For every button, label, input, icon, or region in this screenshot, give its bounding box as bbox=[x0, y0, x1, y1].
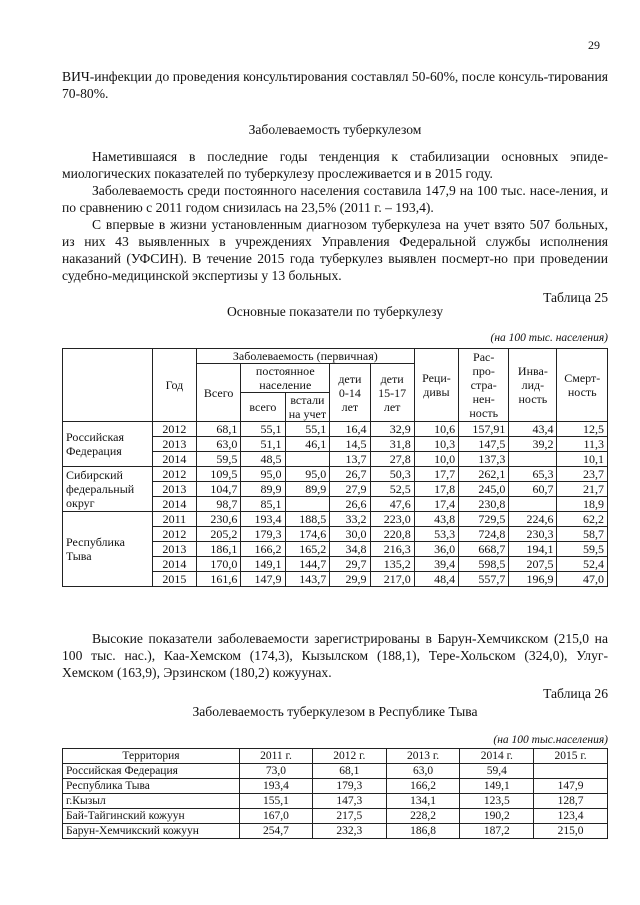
value-cell: 205,2 bbox=[196, 527, 240, 542]
value-cell: 60,7 bbox=[509, 482, 557, 497]
value-cell: 52,5 bbox=[370, 482, 414, 497]
value-cell: 50,3 bbox=[370, 467, 414, 482]
value-cell: 128,7 bbox=[534, 794, 608, 809]
value-cell: 48,5 bbox=[241, 452, 285, 467]
value-cell: 104,7 bbox=[196, 482, 240, 497]
value-cell: 89,9 bbox=[285, 482, 330, 497]
value-cell: 165,2 bbox=[285, 542, 330, 557]
header-year: Год bbox=[152, 349, 196, 422]
value-cell: 11,3 bbox=[557, 437, 608, 452]
header-teens: дети 15-17 лет bbox=[370, 364, 414, 422]
paragraph: Заболеваемость среди постоянного населения составила 147,9 на 100 тыс. насе-ления, и по сравнению с 2011 годом снизилась на 23,5% (2011 г. – 193,4). bbox=[62, 183, 608, 215]
header-prevalence: Рас-про-стра-нен-ность bbox=[459, 349, 509, 422]
year-cell: 2012 bbox=[152, 422, 196, 437]
value-cell: 215,0 bbox=[534, 824, 608, 839]
value-cell: 27,9 bbox=[330, 482, 370, 497]
page-number: 29 bbox=[588, 38, 600, 52]
value-cell: 43,8 bbox=[414, 512, 458, 527]
header-year-col: 2015 г. bbox=[534, 749, 608, 764]
value-cell: 36,0 bbox=[414, 542, 458, 557]
value-cell: 254,7 bbox=[240, 824, 313, 839]
value-cell: 174,6 bbox=[285, 527, 330, 542]
value-cell: 217,5 bbox=[312, 809, 386, 824]
header-incidence: Заболеваемость (первичная) bbox=[196, 349, 414, 364]
header-mortality: Смерт-ность bbox=[557, 349, 608, 422]
value-cell: 729,5 bbox=[459, 512, 509, 527]
table2-label: Таблица 26 bbox=[543, 686, 608, 701]
region-label: Российская Федерация bbox=[63, 422, 153, 467]
value-cell: 17,8 bbox=[414, 482, 458, 497]
value-cell: 134,1 bbox=[386, 794, 460, 809]
value-cell: 190,2 bbox=[460, 809, 534, 824]
value-cell: 34,8 bbox=[330, 542, 370, 557]
value-cell: 188,5 bbox=[285, 512, 330, 527]
table-row bbox=[63, 467, 608, 482]
table2-unit: (на 100 тыс.населения) bbox=[493, 734, 608, 746]
value-cell: 161,6 bbox=[196, 572, 240, 587]
value-cell: 59,4 bbox=[460, 764, 534, 779]
year-cell: 2011 bbox=[152, 512, 196, 527]
value-cell: 59,5 bbox=[557, 542, 608, 557]
table-row bbox=[63, 824, 608, 839]
value-cell: 157,91 bbox=[459, 422, 509, 437]
territory-cell: Российская Федерация bbox=[63, 764, 240, 779]
value-cell: 10,1 bbox=[557, 452, 608, 467]
mid-text: Высокие показатели заболеваемости зарегистрированы в Барун-Хемчикском (215,0 на 100 тыс. нас.), Каа-Хемском (174,3), Кызылском (188,1), Тере-Хольском (324,0), Улуг-Хемском (163,9), Эрзинском (180,2) кожуунах. bbox=[62, 631, 608, 680]
header-children: дети 0-14 лет bbox=[330, 364, 370, 422]
year-cell: 2012 bbox=[152, 467, 196, 482]
value-cell: 147,5 bbox=[459, 437, 509, 452]
table1-title: Основные показатели по туберкулезу bbox=[226, 304, 444, 319]
value-cell: 123,4 bbox=[534, 809, 608, 824]
header-permanent: постоянное население bbox=[241, 364, 330, 393]
value-cell: 58,7 bbox=[557, 527, 608, 542]
table-row bbox=[63, 764, 608, 779]
value-cell: 95,0 bbox=[285, 467, 330, 482]
value-cell: 224,6 bbox=[509, 512, 557, 527]
table-row bbox=[63, 512, 608, 527]
value-cell: 46,1 bbox=[285, 437, 330, 452]
value-cell: 109,5 bbox=[196, 467, 240, 482]
value-cell: 18,9 bbox=[557, 497, 608, 512]
value-cell: 29,9 bbox=[330, 572, 370, 587]
table2-title: Заболеваемость туберкулезом в Республике Тыва bbox=[192, 704, 478, 719]
header-territory: Территория bbox=[63, 749, 240, 764]
value-cell: 14,5 bbox=[330, 437, 370, 452]
value-cell: 10,0 bbox=[414, 452, 458, 467]
value-cell: 51,1 bbox=[241, 437, 285, 452]
value-cell: 62,2 bbox=[557, 512, 608, 527]
value-cell bbox=[285, 497, 330, 512]
value-cell: 245,0 bbox=[459, 482, 509, 497]
value-cell: 223,0 bbox=[370, 512, 414, 527]
table1-unit: (на 100 тыс. населения) bbox=[490, 332, 608, 344]
intro-text: ВИЧ-инфекции до проведения консультирования составлял 50-60%, после консуль-тирования 70-80%. bbox=[62, 69, 608, 101]
value-cell bbox=[285, 452, 330, 467]
value-cell: 220,8 bbox=[370, 527, 414, 542]
value-cell: 68,1 bbox=[196, 422, 240, 437]
value-cell: 27,8 bbox=[370, 452, 414, 467]
tuberculosis-indicators-table bbox=[62, 348, 608, 587]
region-label: Сибирский федеральный округ bbox=[63, 467, 153, 512]
value-cell: 166,2 bbox=[386, 779, 460, 794]
value-cell: 89,9 bbox=[241, 482, 285, 497]
value-cell: 228,2 bbox=[386, 809, 460, 824]
value-cell: 193,4 bbox=[240, 779, 313, 794]
header-registered: встали на учет bbox=[285, 393, 330, 422]
value-cell: 63,0 bbox=[196, 437, 240, 452]
value-cell: 29,7 bbox=[330, 557, 370, 572]
header-year-col: 2013 г. bbox=[386, 749, 460, 764]
value-cell: 147,9 bbox=[534, 779, 608, 794]
value-cell: 26,7 bbox=[330, 467, 370, 482]
territory-cell: Барун-Хемчикский кожуун bbox=[63, 824, 240, 839]
year-cell: 2014 bbox=[152, 497, 196, 512]
value-cell: 17,4 bbox=[414, 497, 458, 512]
value-cell: 186,1 bbox=[196, 542, 240, 557]
value-cell: 724,8 bbox=[459, 527, 509, 542]
value-cell: 30,0 bbox=[330, 527, 370, 542]
value-cell: 85,1 bbox=[241, 497, 285, 512]
table-row bbox=[63, 422, 608, 437]
value-cell: 196,9 bbox=[509, 572, 557, 587]
value-cell: 186,8 bbox=[386, 824, 460, 839]
value-cell: 217,0 bbox=[370, 572, 414, 587]
table-row bbox=[63, 794, 608, 809]
value-cell: 179,3 bbox=[241, 527, 285, 542]
value-cell: 21,7 bbox=[557, 482, 608, 497]
value-cell: 73,0 bbox=[240, 764, 313, 779]
value-cell: 230,3 bbox=[509, 527, 557, 542]
value-cell: 166,2 bbox=[241, 542, 285, 557]
value-cell: 52,4 bbox=[557, 557, 608, 572]
region-label: Республика Тыва bbox=[63, 512, 153, 587]
value-cell: 16,4 bbox=[330, 422, 370, 437]
paragraph: С впервые в жизни установленным диагнозом туберкулеза на учет взято 507 больных, из них 43 выявленных в учреждениях Управления Федеральной службы исполнения наказаний (УФСИН). В течение 2015 года туберкулез выявлен посмерт-но при проведении судебно-медицинской экспертизы у 13 больных. bbox=[62, 217, 608, 283]
body-text bbox=[62, 148, 608, 284]
value-cell: 48,4 bbox=[414, 572, 458, 587]
value-cell: 668,7 bbox=[459, 542, 509, 557]
value-cell: 557,7 bbox=[459, 572, 509, 587]
value-cell: 47,6 bbox=[370, 497, 414, 512]
table-row bbox=[63, 809, 608, 824]
header-year-col: 2012 г. bbox=[312, 749, 386, 764]
value-cell: 43,4 bbox=[509, 422, 557, 437]
table1-label: Таблица 25 bbox=[543, 290, 608, 305]
section-title: Заболеваемость туберкулезом bbox=[248, 122, 422, 137]
value-cell bbox=[534, 764, 608, 779]
header-total: Всего bbox=[196, 364, 240, 422]
table-row bbox=[63, 779, 608, 794]
header-year-col: 2014 г. bbox=[460, 749, 534, 764]
value-cell: 53,3 bbox=[414, 527, 458, 542]
value-cell: 179,3 bbox=[312, 779, 386, 794]
value-cell: 216,3 bbox=[370, 542, 414, 557]
value-cell: 10,6 bbox=[414, 422, 458, 437]
header-relapses: Реци-дивы bbox=[414, 349, 458, 422]
value-cell bbox=[509, 452, 557, 467]
value-cell: 232,3 bbox=[312, 824, 386, 839]
value-cell: 147,9 bbox=[241, 572, 285, 587]
value-cell: 147,3 bbox=[312, 794, 386, 809]
value-cell: 17,7 bbox=[414, 467, 458, 482]
value-cell: 144,7 bbox=[285, 557, 330, 572]
value-cell: 170,0 bbox=[196, 557, 240, 572]
value-cell: 13,7 bbox=[330, 452, 370, 467]
value-cell: 55,1 bbox=[285, 422, 330, 437]
value-cell: 55,1 bbox=[241, 422, 285, 437]
value-cell: 155,1 bbox=[240, 794, 313, 809]
value-cell: 39,4 bbox=[414, 557, 458, 572]
value-cell: 47,0 bbox=[557, 572, 608, 587]
value-cell: 39,2 bbox=[509, 437, 557, 452]
value-cell: 149,1 bbox=[460, 779, 534, 794]
value-cell: 98,7 bbox=[196, 497, 240, 512]
year-cell: 2013 bbox=[152, 542, 196, 557]
year-cell: 2014 bbox=[152, 452, 196, 467]
value-cell: 65,3 bbox=[509, 467, 557, 482]
value-cell: 95,0 bbox=[241, 467, 285, 482]
value-cell: 68,1 bbox=[312, 764, 386, 779]
value-cell: 59,5 bbox=[196, 452, 240, 467]
header-perm-total: всего bbox=[241, 393, 285, 422]
value-cell: 26,6 bbox=[330, 497, 370, 512]
value-cell: 149,1 bbox=[241, 557, 285, 572]
value-cell: 143,7 bbox=[285, 572, 330, 587]
value-cell: 23,7 bbox=[557, 467, 608, 482]
territory-cell: г.Кызыл bbox=[63, 794, 240, 809]
year-cell: 2013 bbox=[152, 437, 196, 452]
value-cell: 230,6 bbox=[196, 512, 240, 527]
year-cell: 2013 bbox=[152, 482, 196, 497]
value-cell: 31,8 bbox=[370, 437, 414, 452]
value-cell: 598,5 bbox=[459, 557, 509, 572]
year-cell: 2015 bbox=[152, 572, 196, 587]
header-year-col: 2011 г. bbox=[240, 749, 313, 764]
value-cell: 123,5 bbox=[460, 794, 534, 809]
value-cell: 137,3 bbox=[459, 452, 509, 467]
value-cell: 194,1 bbox=[509, 542, 557, 557]
value-cell: 230,8 bbox=[459, 497, 509, 512]
paragraph: Наметившаяся в последние годы тенденция к стабилизации основных эпиде-миологических показателей по туберкулезу прослеживается и в 2015 году. bbox=[62, 149, 608, 181]
value-cell: 32,9 bbox=[370, 422, 414, 437]
value-cell: 10,3 bbox=[414, 437, 458, 452]
value-cell: 167,0 bbox=[240, 809, 313, 824]
value-cell: 63,0 bbox=[386, 764, 460, 779]
year-cell: 2012 bbox=[152, 527, 196, 542]
value-cell: 193,4 bbox=[241, 512, 285, 527]
header-disability: Инва-лид-ность bbox=[509, 349, 557, 422]
value-cell bbox=[509, 497, 557, 512]
year-cell: 2014 bbox=[152, 557, 196, 572]
tuberculosis-by-territory-table bbox=[62, 748, 608, 839]
value-cell: 262,1 bbox=[459, 467, 509, 482]
value-cell: 187,2 bbox=[460, 824, 534, 839]
value-cell: 12,5 bbox=[557, 422, 608, 437]
value-cell: 33,2 bbox=[330, 512, 370, 527]
territory-cell: Республика Тыва bbox=[63, 779, 240, 794]
value-cell: 135,2 bbox=[370, 557, 414, 572]
territory-cell: Бай-Тайгинский кожуун bbox=[63, 809, 240, 824]
value-cell: 207,5 bbox=[509, 557, 557, 572]
